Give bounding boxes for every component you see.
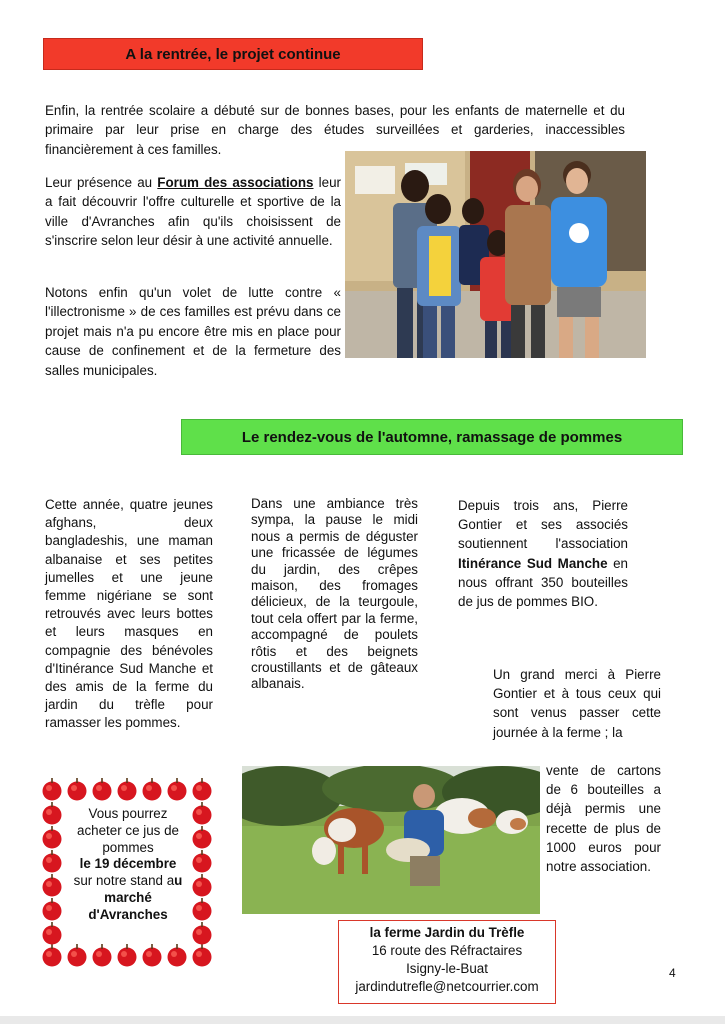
- forum-text-before: Leur présence au: [45, 175, 158, 190]
- farm-contact-box: [338, 920, 556, 1004]
- forum-paragraph: [45, 173, 341, 251]
- forum-associations-link: Forum des associations: [157, 175, 314, 190]
- juice-sale-line2: sur notre stand a: [73, 873, 175, 889]
- farm-photo: [242, 766, 540, 914]
- section-title: Le rendez-vous de l'automne, ramassage de pommes: [241, 428, 623, 446]
- intro-paragraph: Enfin, la rentrée scolaire a débuté sur de bonnes bases, pour les enfants de maternelle et du primaire par leur prise en charge des études surveillées et garderies, inaccessibles financièrement à ces familles.: [45, 103, 625, 157]
- forum-photo: [345, 151, 646, 358]
- farm-name: la ferme Jardin du Trèfle: [369, 925, 525, 940]
- section-title: A la rentrée, le projet continue: [125, 45, 341, 63]
- thanks-paragraph-top: Un grand merci à Pierre Gontier et à tous ceux qui sont venus passer cette journée à la ferme ; la: [493, 667, 661, 740]
- farm-address: 16 route des Réfractaires: [371, 943, 523, 958]
- juice-sale-notice: [70, 806, 186, 924]
- association-name: Itinérance Sud Manche: [458, 555, 608, 571]
- page-number: 4: [669, 966, 676, 980]
- farm-town: Isigny-le-Buat: [406, 961, 488, 976]
- sale-date: le 19 décembre: [79, 856, 177, 872]
- farm-photo-illustration: [242, 766, 540, 914]
- market-name: u marché d'Avranches: [88, 873, 183, 922]
- page-bottom-edge: [0, 1016, 725, 1024]
- sponsor-text-before: Depuis trois ans, Pierre Gontier et ses associés soutiennent l'association: [458, 498, 628, 552]
- juice-sale-line1: Vous pourrez acheter ce jus de pommes: [77, 806, 179, 855]
- section-banner-pommes: [181, 419, 683, 455]
- section-banner-rentree: [43, 38, 423, 70]
- column-sponsor: [458, 496, 628, 611]
- column-participants: Cette année, quatre jeunes afghans, deux bangladeshis, une maman albanaise et ses petites jumelles et une jeune femme nigériane se sont retrouvés avec leurs bottes et leurs masques en compagnie des bénévoles d'Itinérance Sud Manche et des amis de la ferme du jardin du trèfle pour ramasser les pommes.: [45, 497, 213, 731]
- sponsor-text-after: en nous offrant 350 bouteilles de jus de pommes BIO.: [458, 555, 628, 610]
- forum-photo-illustration: [345, 151, 646, 358]
- forum-text-after: leur a fait découvrir l'offre culturelle et sportive de la ville d'Avranches afin qu'ils choisissent de s'inscrire selon leur désir à une activité annuelle.: [45, 175, 341, 249]
- thanks-paragraph-bottom: vente de cartons de 6 bouteilles a déjà permis une recette de plus de 1000 euros pour notre association.: [546, 763, 661, 875]
- illectronisme-paragraph: Notons enfin qu'un volet de lutte contre « l'illectronisme » de ces familles est prévu dans ce projet mais n'a pu encore être mis en place pour cause de confinement et de la fermeture des salles municipales.: [45, 285, 341, 378]
- column-lunch: Dans une ambiance très sympa, la pause le midi nous a permis de déguster une fricassée de légumes du jardin, des crêpes maison, des fromages délicieux, de la teurgoule, tout cela offert par la ferme, accompagné de poulets rôtis et des beignets croustillants et de gâteaux albanais.: [251, 496, 418, 692]
- farm-email[interactable]: jardindutrefle@netcourrier.com: [355, 979, 539, 994]
